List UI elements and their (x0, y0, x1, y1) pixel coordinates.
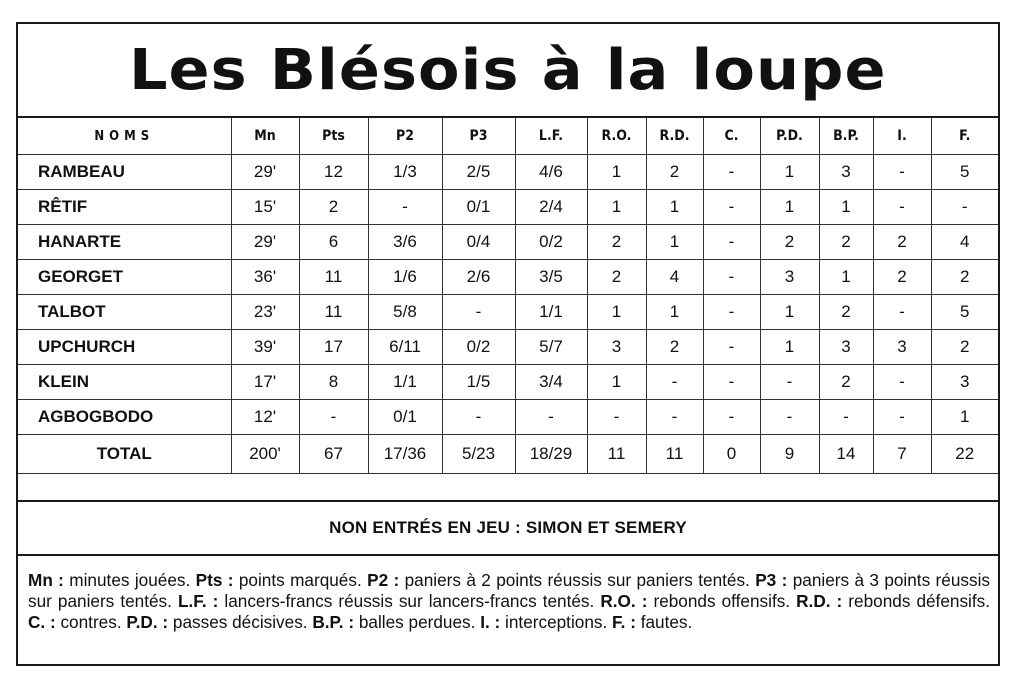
stat-cell: 1/3 (368, 155, 442, 190)
stat-cell: 0/2 (515, 225, 587, 260)
stat-cell: - (442, 295, 515, 330)
stat-cell: 12' (231, 400, 299, 435)
stat-cell: 6 (299, 225, 368, 260)
stat-cell: - (442, 400, 515, 435)
stat-cell: 2 (587, 225, 646, 260)
stat-cell: - (703, 295, 760, 330)
stat-cell: 1 (819, 190, 873, 225)
stat-cell: 2 (299, 190, 368, 225)
stat-cell: 23' (231, 295, 299, 330)
stat-cell: 2 (646, 330, 703, 365)
stat-cell: 2 (931, 260, 998, 295)
stat-cell: 11 (299, 295, 368, 330)
player-name: TALBOT (18, 295, 231, 330)
stat-cell: - (873, 190, 931, 225)
legend-text: interceptions. (500, 612, 613, 632)
stat-cell: 1 (646, 190, 703, 225)
stat-cell: 17 (299, 330, 368, 365)
player-name: GEORGET (18, 260, 231, 295)
stat-cell: 4 (646, 260, 703, 295)
stat-cell: 3 (931, 365, 998, 400)
column-header: I. (873, 118, 931, 155)
stat-cell: - (703, 225, 760, 260)
legend-text: minutes jouées. (63, 570, 196, 590)
stat-cell: 3 (819, 155, 873, 190)
stat-cell: 6/11 (368, 330, 442, 365)
stat-cell: 5/8 (368, 295, 442, 330)
column-header: Mn (231, 118, 299, 155)
player-row (18, 260, 998, 295)
stat-cell: 17/36 (368, 435, 442, 474)
stat-cell: - (299, 400, 368, 435)
stat-cell: 2 (819, 365, 873, 400)
legend-abbr: R.O. : (600, 591, 648, 611)
stat-cell: 1 (587, 295, 646, 330)
stat-cell: 22 (931, 435, 998, 474)
stat-cell: 9 (760, 435, 819, 474)
legend-abbr: R.D. : (796, 591, 843, 611)
stat-cell: 2/6 (442, 260, 515, 295)
stat-cell: 67 (299, 435, 368, 474)
stat-cell: 17' (231, 365, 299, 400)
player-name: KLEIN (18, 365, 231, 400)
stat-cell: 18/29 (515, 435, 587, 474)
stat-cell: 3/4 (515, 365, 587, 400)
stat-cell: 2 (819, 225, 873, 260)
legend-abbr: C. : (28, 612, 56, 632)
column-header: P3 (442, 118, 515, 155)
player-name: RAMBEAU (18, 155, 231, 190)
title-banner (18, 24, 998, 118)
stat-cell: 5 (931, 155, 998, 190)
stat-cell: 11 (587, 435, 646, 474)
player-row (18, 330, 998, 365)
stat-cell: 7 (873, 435, 931, 474)
stat-cell: 3 (819, 330, 873, 365)
stats-table (18, 118, 998, 474)
stat-cell: 1 (587, 155, 646, 190)
column-header: R.O. (587, 118, 646, 155)
legend-abbr: Mn : (28, 570, 64, 590)
stat-cell: 1/1 (368, 365, 442, 400)
stat-cell: 11 (646, 435, 703, 474)
header-row (18, 118, 998, 155)
stat-cell: - (931, 190, 998, 225)
player-row (18, 365, 998, 400)
stat-cell: 29' (231, 155, 299, 190)
stat-cell: - (587, 400, 646, 435)
stat-cell: - (703, 155, 760, 190)
player-row (18, 155, 998, 190)
stat-cell: 3/5 (515, 260, 587, 295)
stat-cell: - (703, 400, 760, 435)
player-name: HANARTE (18, 225, 231, 260)
stat-cell: 2/4 (515, 190, 587, 225)
legend-text: points marqués. (233, 570, 368, 590)
stat-cell: 1 (646, 295, 703, 330)
stat-cell: 2/5 (442, 155, 515, 190)
stat-cell: - (703, 260, 760, 295)
stat-cell: 36' (231, 260, 299, 295)
stat-cell: 1 (587, 365, 646, 400)
player-row (18, 295, 998, 330)
player-name: AGBOGBODO (18, 400, 231, 435)
stat-cell: 4 (931, 225, 998, 260)
stat-cell: 1 (931, 400, 998, 435)
player-row (18, 225, 998, 260)
stat-cell: 4/6 (515, 155, 587, 190)
stat-cell: - (646, 365, 703, 400)
column-header: P.D. (760, 118, 819, 155)
column-header: Pts (299, 118, 368, 155)
stat-cell: - (703, 365, 760, 400)
stat-cell: 29' (231, 225, 299, 260)
stat-cell: - (819, 400, 873, 435)
legend-abbr: P.D. : (126, 612, 169, 632)
stat-cell: 15' (231, 190, 299, 225)
stat-cell: - (368, 190, 442, 225)
stat-cell: 1 (587, 190, 646, 225)
legend-abbr: Pts : (195, 570, 234, 590)
column-header: C. (703, 118, 760, 155)
legend-paragraph (28, 570, 990, 633)
stat-cell: 5/7 (515, 330, 587, 365)
stat-cell: 3 (873, 330, 931, 365)
stat-cell: 2 (931, 330, 998, 365)
stats-body (18, 155, 998, 474)
stat-cell: - (873, 295, 931, 330)
legend-text: rebonds défensifs. (842, 591, 991, 611)
stat-cell: - (873, 400, 931, 435)
legend-abbr: P2 : (367, 570, 400, 590)
column-header: NOMS (18, 118, 231, 155)
stat-cell: 2 (873, 260, 931, 295)
column-header: R.D. (646, 118, 703, 155)
stat-cell: - (515, 400, 587, 435)
column-header: L.F. (515, 118, 587, 155)
stat-cell: 2 (819, 295, 873, 330)
legend-text: paniers à 2 points réussis sur paniers tentés. (399, 570, 756, 590)
legend-text: balles perdues. (354, 612, 481, 632)
legend-text: passes décisives. (168, 612, 313, 632)
legend-text: contres. (55, 612, 127, 632)
stat-cell: 2 (646, 155, 703, 190)
stat-cell: 0/2 (442, 330, 515, 365)
stat-cell: 1 (760, 295, 819, 330)
stat-cell: 2 (760, 225, 819, 260)
stat-cell: 1 (760, 155, 819, 190)
legend-text: rebonds offensifs. (647, 591, 797, 611)
stat-cell: 12 (299, 155, 368, 190)
stat-cell: - (703, 190, 760, 225)
stat-cell: 14 (819, 435, 873, 474)
column-header: F. (931, 118, 998, 155)
stat-cell: 0/1 (442, 190, 515, 225)
player-name: UPCHURCH (18, 330, 231, 365)
stat-cell: 0 (703, 435, 760, 474)
legend-abbr: F. : (612, 612, 636, 632)
stat-cell: - (760, 365, 819, 400)
stat-cell: 11 (299, 260, 368, 295)
legend-text: paniers à 3 points réussis sur paniers tentés. (28, 570, 990, 611)
column-header: P2 (368, 118, 442, 155)
legend-text: fautes. (635, 612, 693, 632)
stat-cell: 1 (760, 330, 819, 365)
legend-text: lancers-francs réussis sur lancers-francs tentés. (218, 591, 601, 611)
stat-cell: 5/23 (442, 435, 515, 474)
stat-cell: - (703, 330, 760, 365)
stat-cell: 3/6 (368, 225, 442, 260)
page-title: Les Blésois à la loupe (129, 37, 887, 103)
stat-cell: 1 (819, 260, 873, 295)
stat-cell: 3 (587, 330, 646, 365)
stat-cell: - (873, 155, 931, 190)
stat-cell: 1/6 (368, 260, 442, 295)
player-name: RÊTIF (18, 190, 231, 225)
legend-abbr: B.P. : (312, 612, 355, 632)
stat-cell: - (873, 365, 931, 400)
non-entres-note: NON ENTRÉS EN JEU : SIMON ET SEMERY (18, 500, 998, 556)
stat-cell: - (760, 400, 819, 435)
stats-box (16, 22, 1000, 666)
legend-abbr: I. : (480, 612, 501, 632)
player-row (18, 190, 998, 225)
stat-cell: 2 (873, 225, 931, 260)
stat-cell: - (646, 400, 703, 435)
column-header: B.P. (819, 118, 873, 155)
total-label: TOTAL (18, 435, 231, 474)
stat-cell: 200' (231, 435, 299, 474)
total-row (18, 435, 998, 474)
stat-cell: 1/5 (442, 365, 515, 400)
stat-cell: 8 (299, 365, 368, 400)
stat-cell: 0/4 (442, 225, 515, 260)
legend-abbr: L.F. : (177, 591, 219, 611)
stat-cell: 1 (760, 190, 819, 225)
stat-cell: 3 (760, 260, 819, 295)
stat-cell: 1 (646, 225, 703, 260)
stat-cell: 1/1 (515, 295, 587, 330)
stat-cell: 39' (231, 330, 299, 365)
stat-cell: 5 (931, 295, 998, 330)
stat-cell: 0/1 (368, 400, 442, 435)
stat-cell: 2 (587, 260, 646, 295)
player-row (18, 400, 998, 435)
legend-abbr: P3 : (755, 570, 788, 590)
